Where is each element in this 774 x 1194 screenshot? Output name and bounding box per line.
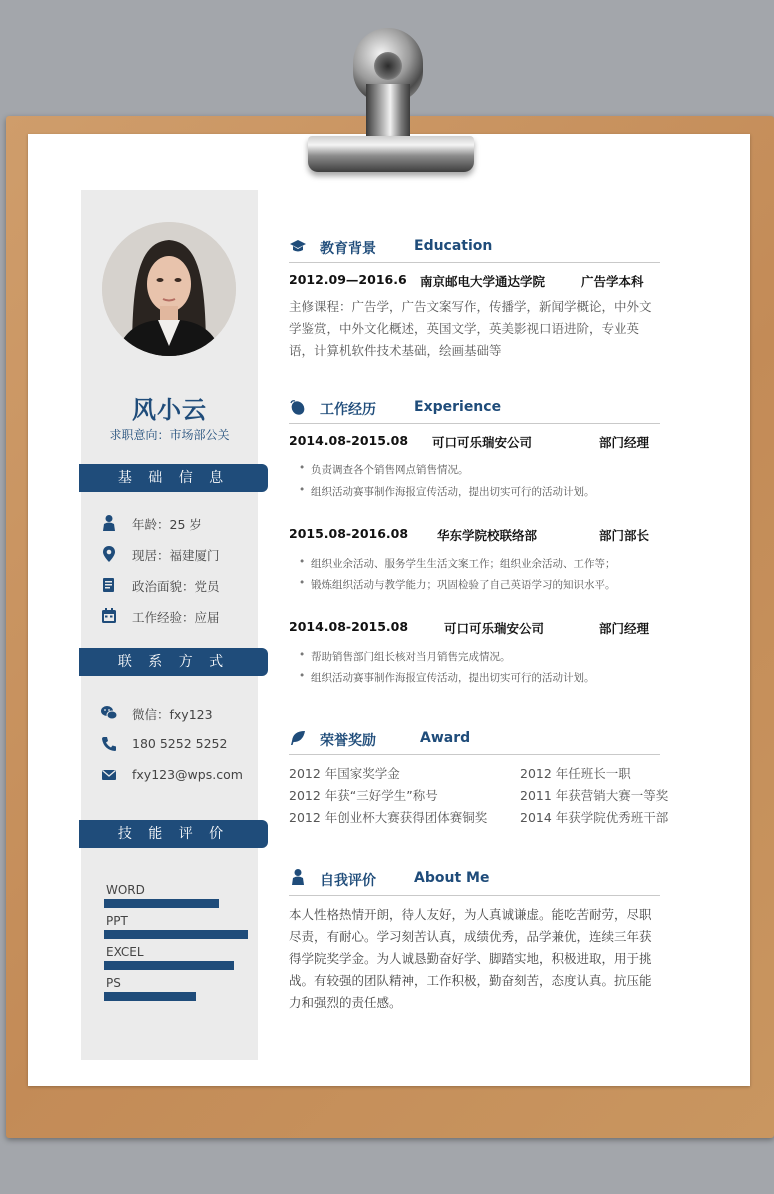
candidate-name: 风小云: [132, 396, 207, 424]
education-divider: [289, 262, 660, 263]
experience-title-en: Experience: [414, 399, 502, 415]
wechat-icon: [100, 704, 118, 722]
avatar-photo: [102, 222, 236, 356]
award-title-en: Award: [420, 730, 471, 746]
graduation-cap-icon: [289, 237, 307, 255]
skill-bar-ps: [104, 992, 196, 1001]
skill-label-ps: PS: [106, 976, 121, 990]
about-title: 自我评价: [320, 873, 376, 889]
leaf-icon: [289, 729, 307, 747]
job-duty: • 组织活动赛事制作海报宣传活动，提出切实可行的活动计划。: [311, 670, 595, 685]
skill-bar-excel: [104, 961, 234, 970]
skills-banner: 技 能 评 价: [79, 820, 268, 848]
person-icon: [100, 514, 118, 532]
award-divider: [289, 754, 660, 755]
education-school: 南京邮电大学通达学院: [420, 274, 546, 289]
job-role: 部门经理: [599, 621, 650, 636]
location-icon: [100, 545, 118, 563]
about-divider: [289, 895, 660, 896]
job-duty: • 帮助销售部门组长核对当月销售完成情况。: [311, 649, 511, 664]
award-item: 2012 年任班长一职: [520, 766, 631, 781]
education-period: 2012.09—2016.6: [289, 272, 407, 287]
experience-divider: [289, 423, 660, 424]
education-courses: 主修课程：广告学，广告文案写作，传播学，新闻学概论，中外文学鉴赏，中外文化概述，英国文学，英美影视口语进阶，专业英语，计算机软件技术基础，绘画基础等: [289, 299, 652, 358]
about-title-en: About Me: [414, 870, 490, 886]
award-item: 2011 年获营销大赛一等奖: [520, 788, 669, 803]
award-item: 2014 年获学院优秀班干部: [520, 810, 669, 825]
job-objective: 求职意向：市场部公关: [109, 428, 230, 442]
binder-clip-neck: [366, 84, 410, 140]
job-duty: • 负责调查各个销售网点销售情况。: [311, 462, 469, 477]
job-company: 可口可乐瑞安公司: [432, 435, 533, 450]
job-duty: • 组织业余活动、服务学生生活文案工作；组织业余活动、工作等；: [311, 556, 616, 571]
about-text: 本人性格热情开朗，待人友好，为人真诚谦虚。能吃苦耐劳，尽职尽责，有耐心。学习刻苦认真，成绩优秀，品学兼优，连续三年获得学院奖学金。为人诚恳勤奋好学、脚踏实地，积极进取，用于挑战。有较强的团队精神，工作积极，勤奋刻苦，态度认真。抗压能力和强烈的责任感。: [289, 907, 652, 1010]
job-company: 可口可乐瑞安公司: [444, 621, 545, 636]
job-role: 部门部长: [599, 528, 650, 543]
job-company: 华东学院校联络部: [437, 528, 538, 543]
skill-label-excel: EXCEL: [106, 945, 144, 959]
education-title-en: Education: [414, 238, 493, 254]
skill-label-word: WORD: [106, 883, 145, 897]
mail-icon: [100, 766, 118, 784]
contact-banner: 联 系 方 式: [79, 648, 268, 676]
binder-clip-hole: [374, 52, 402, 80]
basic-info-banner: 基 础 信 息: [79, 464, 268, 492]
mouse-icon: [289, 398, 307, 416]
job-role: 部门经理: [599, 435, 650, 450]
phone-icon: [100, 735, 118, 753]
document-icon: [100, 576, 118, 594]
skill-bar-ppt: [104, 930, 248, 939]
award-title: 荣誉奖励: [320, 733, 376, 749]
calendar-icon: [100, 607, 118, 625]
job-period: 2014.08-2015.08: [289, 433, 409, 448]
education-title: 教育背景: [320, 241, 376, 257]
job-duty: • 锻炼组织活动与教学能力；巩固检验了自己英语学习的知识水平。: [311, 577, 616, 592]
job-period: 2015.08-2016.08: [289, 526, 409, 541]
job-duty: • 组织活动赛事制作海报宣传活动，提出切实可行的活动计划。: [311, 484, 595, 499]
person-icon: [289, 868, 307, 886]
education-degree: 广告学本科: [581, 274, 644, 289]
job-period: 2014.08-2015.08: [289, 619, 409, 634]
award-item: 2012 年获“三好学生”称号: [289, 788, 438, 803]
skill-label-ppt: PPT: [106, 914, 128, 928]
award-item: 2012 年国家奖学金: [289, 766, 400, 781]
binder-clip-base: [308, 136, 474, 172]
skill-bar-word: [104, 899, 219, 908]
award-item: 2012 年创业杯大赛获得团体赛铜奖: [289, 810, 488, 825]
experience-title: 工作经历: [320, 402, 376, 418]
